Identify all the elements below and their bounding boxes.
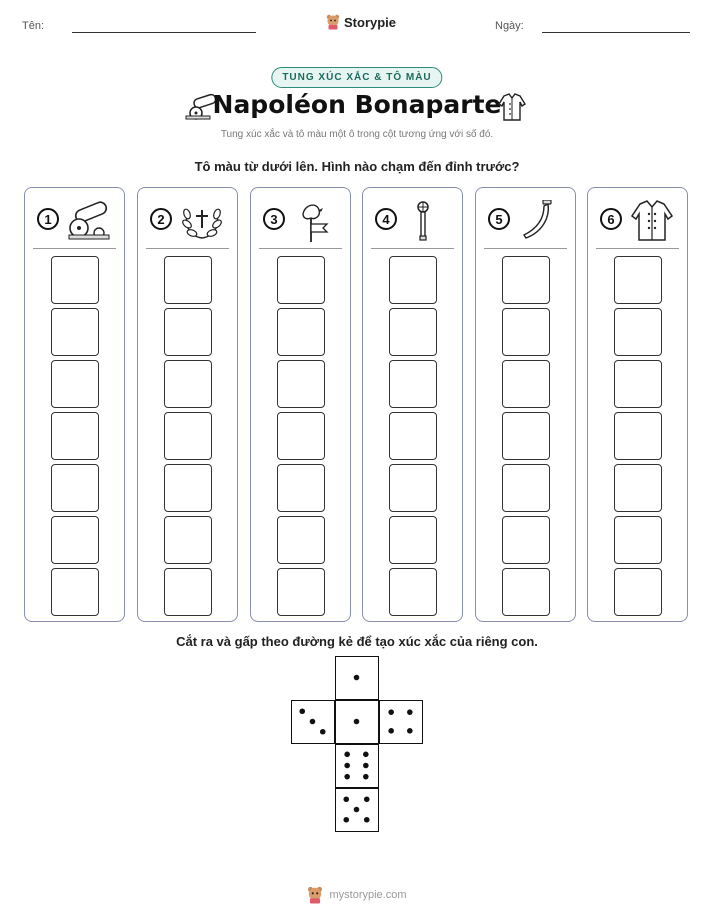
- color-cell[interactable]: [51, 308, 99, 356]
- column-header: [33, 198, 116, 249]
- column-number: 5: [488, 208, 510, 230]
- color-cell[interactable]: [502, 412, 550, 460]
- column-header: [146, 198, 229, 249]
- color-cell[interactable]: [502, 568, 550, 616]
- color-cell[interactable]: [502, 516, 550, 564]
- bear-mascot-icon: [326, 14, 340, 30]
- color-cell[interactable]: [614, 464, 662, 512]
- color-cell[interactable]: [51, 256, 99, 304]
- color-cell[interactable]: [51, 568, 99, 616]
- column-number: 6: [600, 208, 622, 230]
- question: Tô màu từ dưới lên. Hình nào chạm đến đỉnh trước?: [194, 159, 520, 174]
- scepter-icon: [403, 200, 451, 242]
- color-cell[interactable]: [389, 256, 437, 304]
- page-title: Napoléon Bonaparte: [212, 90, 502, 119]
- column-number: 4: [375, 208, 397, 230]
- color-cell[interactable]: [614, 308, 662, 356]
- column-4: [362, 187, 463, 622]
- color-cell[interactable]: [389, 308, 437, 356]
- color-cell[interactable]: [277, 256, 325, 304]
- dice-face-6: [335, 744, 379, 788]
- dice-face-1: [335, 656, 379, 700]
- cut-instruction: Cắt ra và gấp theo đường kẻ để tạo xúc xắc của riêng con.: [176, 634, 538, 649]
- military-coat-icon: [496, 92, 528, 122]
- color-cell[interactable]: [614, 412, 662, 460]
- cannon-icon: [65, 200, 113, 242]
- military-coat-icon: [628, 200, 676, 242]
- color-cell[interactable]: [164, 308, 212, 356]
- column-number: 1: [37, 208, 59, 230]
- saber-icon: [516, 200, 564, 242]
- color-cell[interactable]: [51, 464, 99, 512]
- color-cell[interactable]: [389, 464, 437, 512]
- color-cell[interactable]: [614, 256, 662, 304]
- color-cell[interactable]: [614, 360, 662, 408]
- color-cell[interactable]: [164, 568, 212, 616]
- color-cell[interactable]: [502, 360, 550, 408]
- dice-face-3: [291, 700, 335, 744]
- name-label: Tên:: [22, 20, 45, 32]
- instructions: Tung xúc xắc và tô màu một ô trong cột tương ứng với số đó.: [220, 129, 494, 140]
- color-cell[interactable]: [277, 516, 325, 564]
- column-header: [596, 198, 679, 249]
- dice-face-4: [379, 700, 423, 744]
- color-cell[interactable]: [51, 516, 99, 564]
- color-cell[interactable]: [164, 256, 212, 304]
- color-cell[interactable]: [389, 412, 437, 460]
- dice-face-1: [335, 700, 379, 744]
- column-number: 3: [263, 208, 285, 230]
- column-2: [137, 187, 238, 622]
- name-line[interactable]: [72, 32, 256, 33]
- color-cell[interactable]: [277, 464, 325, 512]
- column-number: 2: [150, 208, 172, 230]
- brand-name: Storypie: [344, 14, 397, 30]
- date-line[interactable]: [542, 32, 690, 33]
- color-cell[interactable]: [164, 360, 212, 408]
- column-3: [250, 187, 351, 622]
- color-cell[interactable]: [614, 516, 662, 564]
- date-label: Ngày:: [495, 20, 524, 32]
- column-6: [587, 187, 688, 622]
- color-cell[interactable]: [164, 464, 212, 512]
- color-cell[interactable]: [502, 464, 550, 512]
- color-cell[interactable]: [51, 360, 99, 408]
- color-cell[interactable]: [614, 568, 662, 616]
- eagle-standard-icon: [291, 200, 339, 242]
- color-cell[interactable]: [389, 360, 437, 408]
- laurel-wreath-icon: [178, 200, 226, 242]
- color-cell[interactable]: [389, 516, 437, 564]
- footer-url[interactable]: mystorypie.com: [329, 889, 407, 901]
- color-cell[interactable]: [502, 256, 550, 304]
- column-header: [371, 198, 454, 249]
- color-cell[interactable]: [277, 568, 325, 616]
- color-cell[interactable]: [164, 412, 212, 460]
- color-cell[interactable]: [51, 412, 99, 460]
- column-5: [475, 187, 576, 622]
- color-cell[interactable]: [277, 360, 325, 408]
- color-cell[interactable]: [164, 516, 212, 564]
- dice-face-5: [335, 788, 379, 832]
- activity-badge: TUNG XÚC XẮC & TÔ MÀU: [271, 67, 442, 88]
- column-1: [24, 187, 125, 622]
- color-cell[interactable]: [502, 308, 550, 356]
- color-cell[interactable]: [389, 568, 437, 616]
- color-cell[interactable]: [277, 412, 325, 460]
- brand-logo: [326, 14, 396, 30]
- color-cell[interactable]: [277, 308, 325, 356]
- bear-mascot-icon: [307, 886, 323, 904]
- footer: [0, 886, 714, 904]
- column-header: [484, 198, 567, 249]
- column-header: [259, 198, 342, 249]
